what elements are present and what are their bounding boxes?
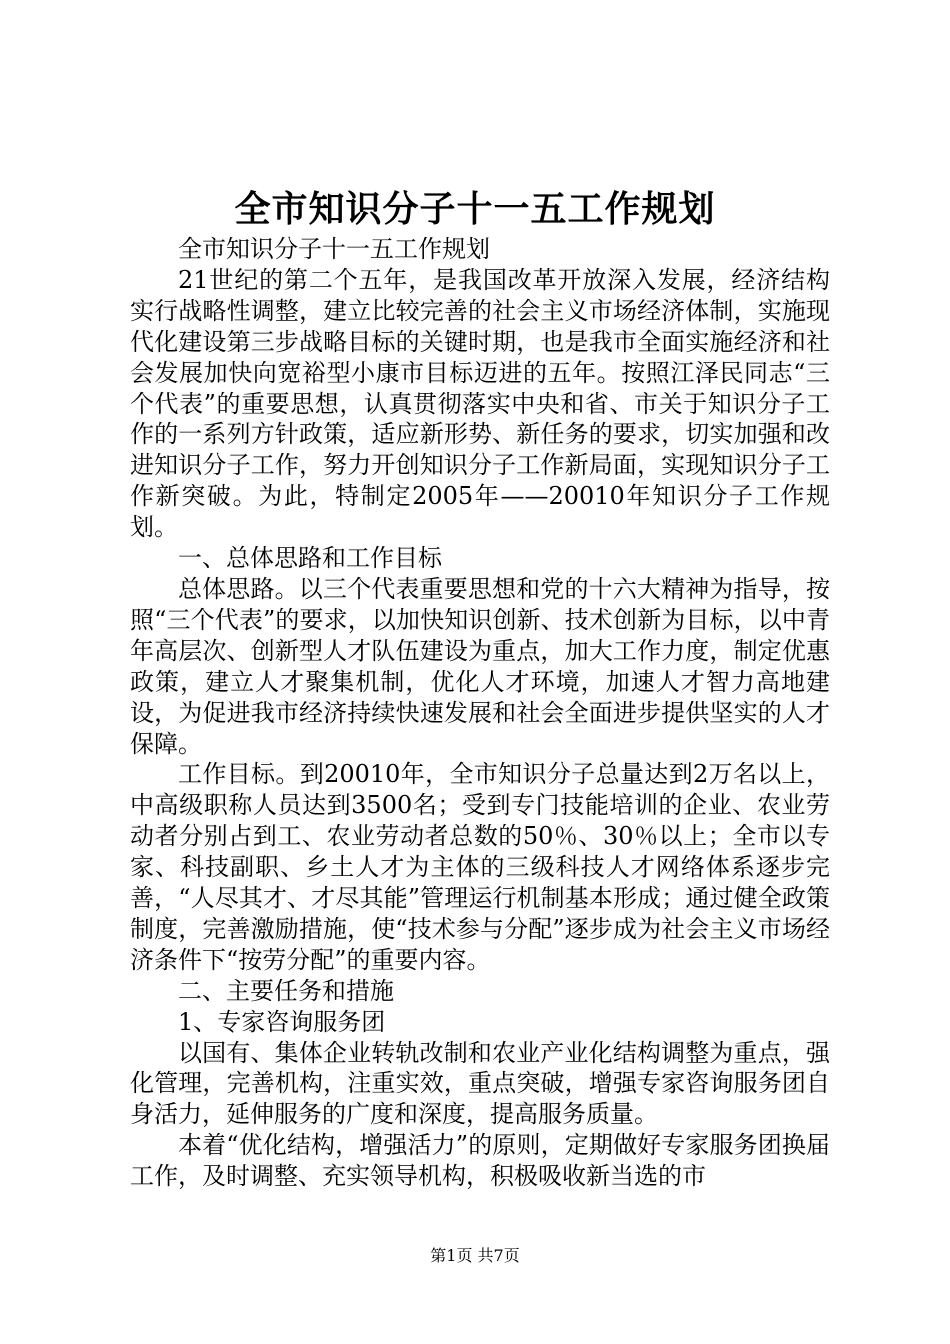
subtitle-line: 全市知识分子十一五工作规划 [178,235,490,263]
section-heading-2: 二、主要任务和措施 [178,976,394,1005]
item-heading-1: 1、专家咨询服务团 [178,1007,386,1036]
section-heading-1: 一、总体思路和工作目标 [178,544,442,573]
intro-paragraph: 21世纪的第二个五年，是我国改革开放深入发展，经济结构实行战略性调整，建立比较完善的社会主义市场经济体制，实施现代化建设第三步战略目标的关键时期，也是我市全面实施经济和社会发展加快向宽裕型小康市目标迈进的五年。按照江泽民同志“三个代表”的重要思想，认真贯彻落实中央和省、市关于知识分子工作的一系列方针政策，适应新形势、新任务的要求，切实加强和改进知识分子工作，努力开创知识分子工作新局面，实现知识分子工作新突破。为此，特制定2005年——20010年知识分子工作规划。 [130,265,830,542]
work-goals-paragraph: 工作目标。到20010年，全市知识分子总量达到2万名以上，中高级职称人员达到3500名；受到专门技能培训的企业、农业劳动者分别占到工、农业劳动者总数的50％、30％以上；全市以专家、科技副职、乡土人才为主体的三级科技人才网络体系逐步完善，“人尽其才、才尽其能”管理运行机制基本形成；通过健全政策制度，完善激励措施，使“技术参与分配”逐步成为社会主义市场经济条件下“按劳分配”的重要内容。 [130,760,830,974]
document-body [130,234,830,1192]
item1-paragraph-2: 本着“优化结构，增强活力”的原则，定期做好专家服务团换届工作，及时调整、充实领导机构，积极吸收新当选的市 [130,1131,830,1191]
page-footer: 第1页 共7页 [430,1246,520,1265]
item1-paragraph-1: 以国有、集体企业转轨改制和农业产业化结构调整为重点，强化管理，完善机构，注重实效，重点突破，增强专家咨询服务团自身活力，延伸服务的广度和深度，提高服务质量。 [130,1038,830,1129]
document-title: 全市知识分子十一五工作规划 [234,188,716,230]
overall-thinking-paragraph: 总体思路。以三个代表重要思想和党的十六大精神为指导，按照“三个代表”的要求，以加快知识创新、技术创新为目标，以中青年高层次、创新型人才队伍建设为重点，加大工作力度，制定优惠政策，建立人才聚集机制，优化人才环境，加速人才智力高地建设，为促进我市经济持续快速发展和社会全面进步提供坚实的人才保障。 [130,574,830,758]
